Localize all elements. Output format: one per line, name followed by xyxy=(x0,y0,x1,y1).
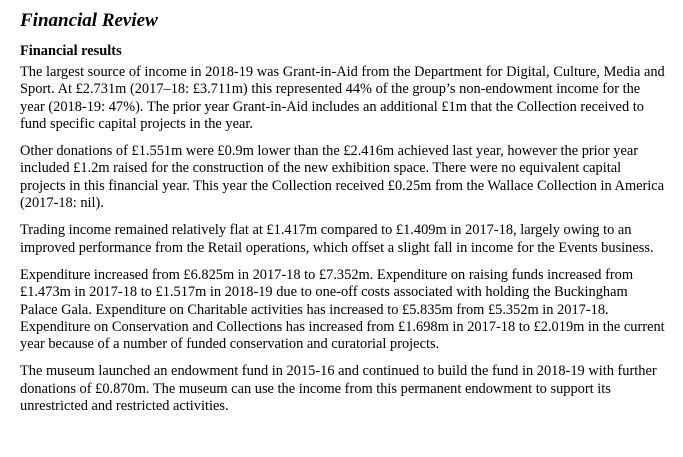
paragraph-grant-in-aid: The largest source of income in 2018-19 was Grant-in-Aid from the Department for Digital, Culture, Media and Sport. At £2.731m (2017–18: £3.711m) this represented 44% of the group’s non-endowment income for the year (2018-19: 47%). The prior year Grant-in-Aid includes an additional £1m that the Collection received to fund specific capital projects in the year. xyxy=(20,64,665,132)
paragraph-trading-income: Trading income remained relatively flat at £1.417m compared to £1.409m in 2017-18, largely owing to an improved performance from the Retail operations, which offset a slight fall in income for the Events business. xyxy=(20,222,654,256)
section-heading: Financial results xyxy=(20,43,122,59)
paragraph-expenditure: Expenditure increased from £6.825m in 2017-18 to £7.352m. Expenditure on raising funds increased from £1.473m in 2017-18 to £1.517m in 2018-19 due to one-off costs associated with holding the Buckingham Palace Gala. Expenditure on Charitable activities has increased to £5.835m from £5.352m in 2017-18. Expenditure on Conservation and Collections has increased from £1.698m in 2017-18 to £2.019m in the current year because of a number of funded conservation and curatorial projects. xyxy=(20,266,665,353)
paragraph-other-donations: Other donations of £1.551m were £0.9m lower than the £2.416m achieved last year, however the prior year included £1.2m raised for the construction of the new exhibition space. There were no equivalent capital projects in this financial year. This year the Collection received £0.25m from the Wallace Collection in America (2017-18: nil). xyxy=(20,143,665,212)
paragraph-endowment-fund: The museum launched an endowment fund in 2015-16 and continued to build the fund in 2018-19 with further donations of £0.870m. The museum can use the income from this permanent endowment to support its unrestricted and restricted activities. xyxy=(20,363,657,415)
document-page xyxy=(20,9,665,425)
page-title: Financial Review xyxy=(20,10,158,31)
